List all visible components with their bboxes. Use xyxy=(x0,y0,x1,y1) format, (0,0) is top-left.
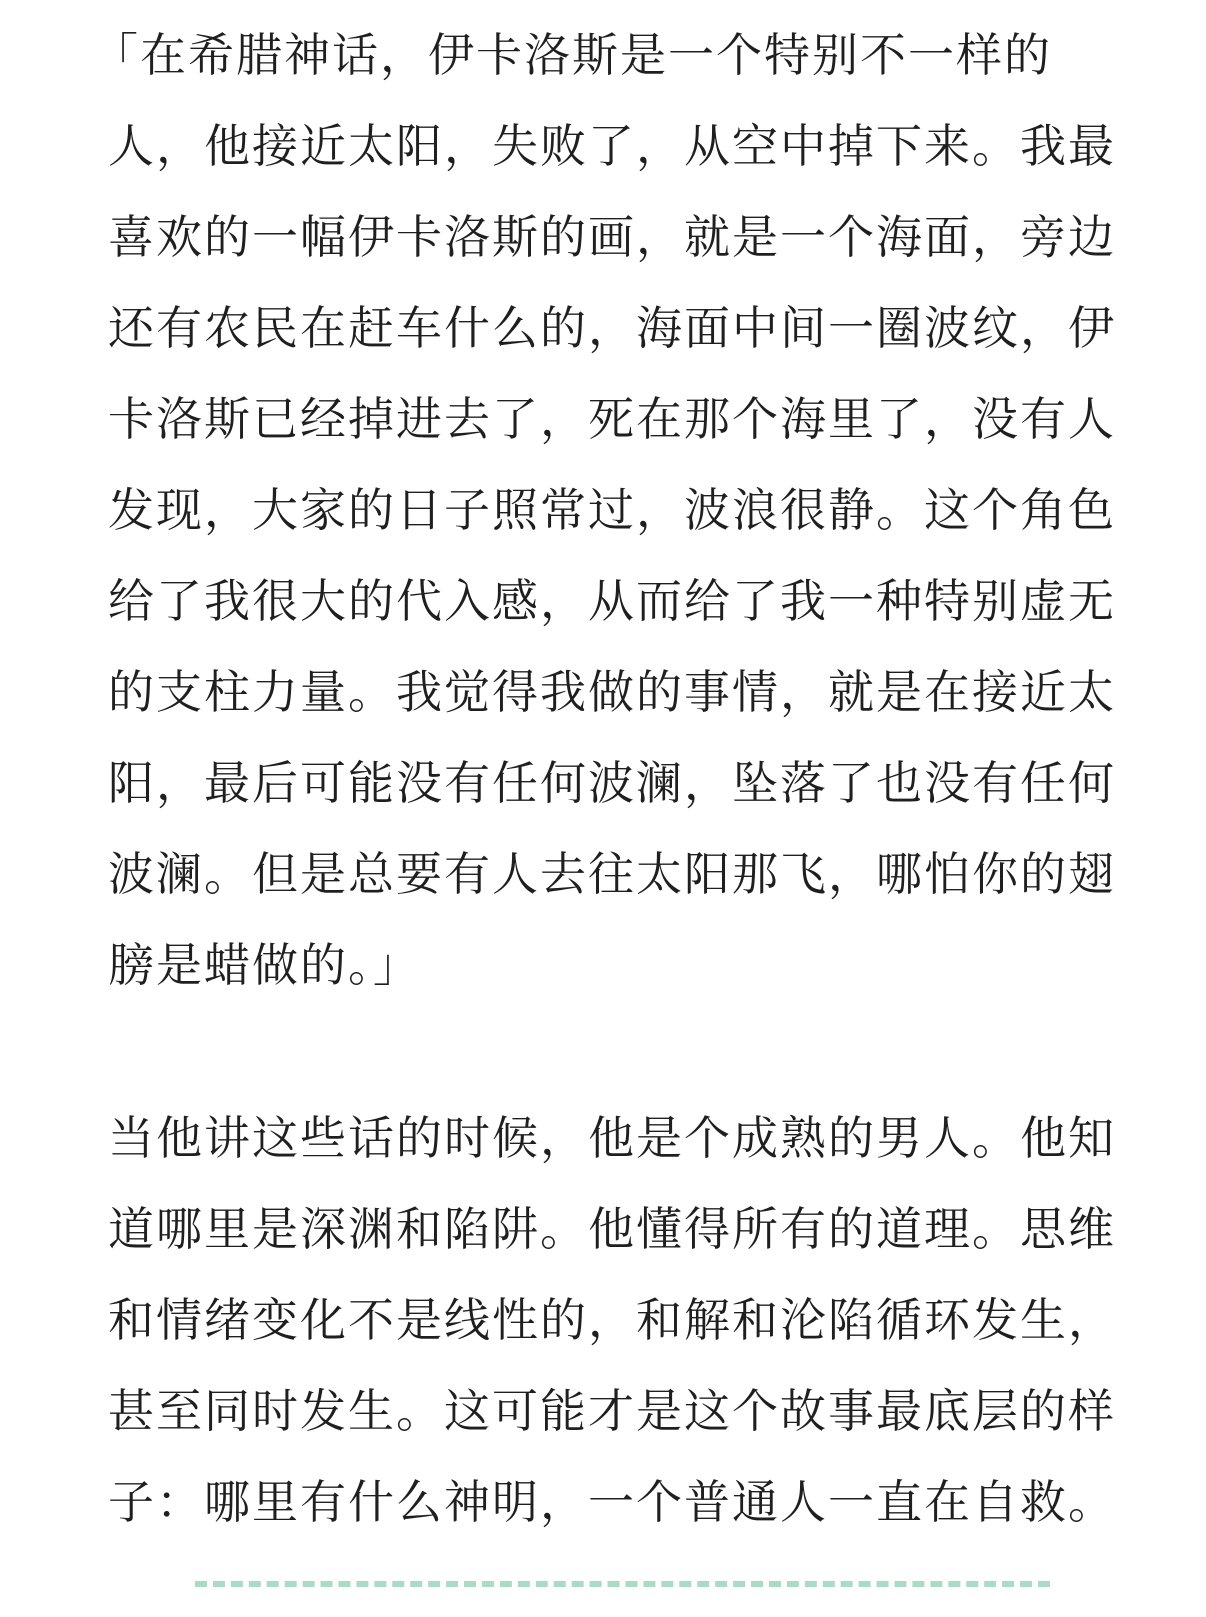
reflection-line: 子：哪里有什么神明，一个普通人一直在自救。 xyxy=(108,1475,1116,1529)
reflection-line: 和情绪变化不是线性的，和解和沦陷循环发生， xyxy=(108,1293,1116,1347)
quote-paragraph xyxy=(92,10,1116,1011)
quote-line: 波澜。但是总要有人去往太阳那飞，哪怕你的翅 xyxy=(108,847,1116,901)
reflection-line: 当他讲这些话的时候，他是个成熟的男人。他知 xyxy=(108,1111,1116,1165)
quote-line: 还有农民在赶车什么的，海面中间一圈波纹，伊 xyxy=(108,301,1116,355)
quote-line: 膀是蜡做的。」 xyxy=(108,938,421,992)
quote-line: 发现，大家的日子照常过，波浪很静。这个角色 xyxy=(108,483,1116,537)
quote-line: 喜欢的一幅伊卡洛斯的画，就是一个海面，旁边 xyxy=(108,210,1116,264)
quote-line: 「在希腊神话，伊卡洛斯是一个特别不一样的 xyxy=(92,28,1052,82)
quote-line: 的支柱力量。我觉得我做的事情，就是在接近太 xyxy=(108,665,1116,719)
reflection-line: 甚至同时发生。这可能才是这个故事最底层的样 xyxy=(108,1384,1116,1438)
quote-line: 给了我很大的代入感，从而给了我一种特别虚无 xyxy=(108,574,1116,628)
quote-line: 阳，最后可能没有任何波澜，坠落了也没有任何 xyxy=(108,756,1116,810)
quote-line: 人，他接近太阳，失败了，从空中掉下来。我最 xyxy=(108,119,1116,173)
highlight-underline xyxy=(195,1581,1050,1587)
reflection-paragraph xyxy=(108,1093,1116,1548)
quote-line: 卡洛斯已经掉进去了，死在那个海里了，没有人 xyxy=(108,392,1116,446)
reflection-line: 道哪里是深渊和陷阱。他懂得所有的道理。思维 xyxy=(108,1202,1116,1256)
